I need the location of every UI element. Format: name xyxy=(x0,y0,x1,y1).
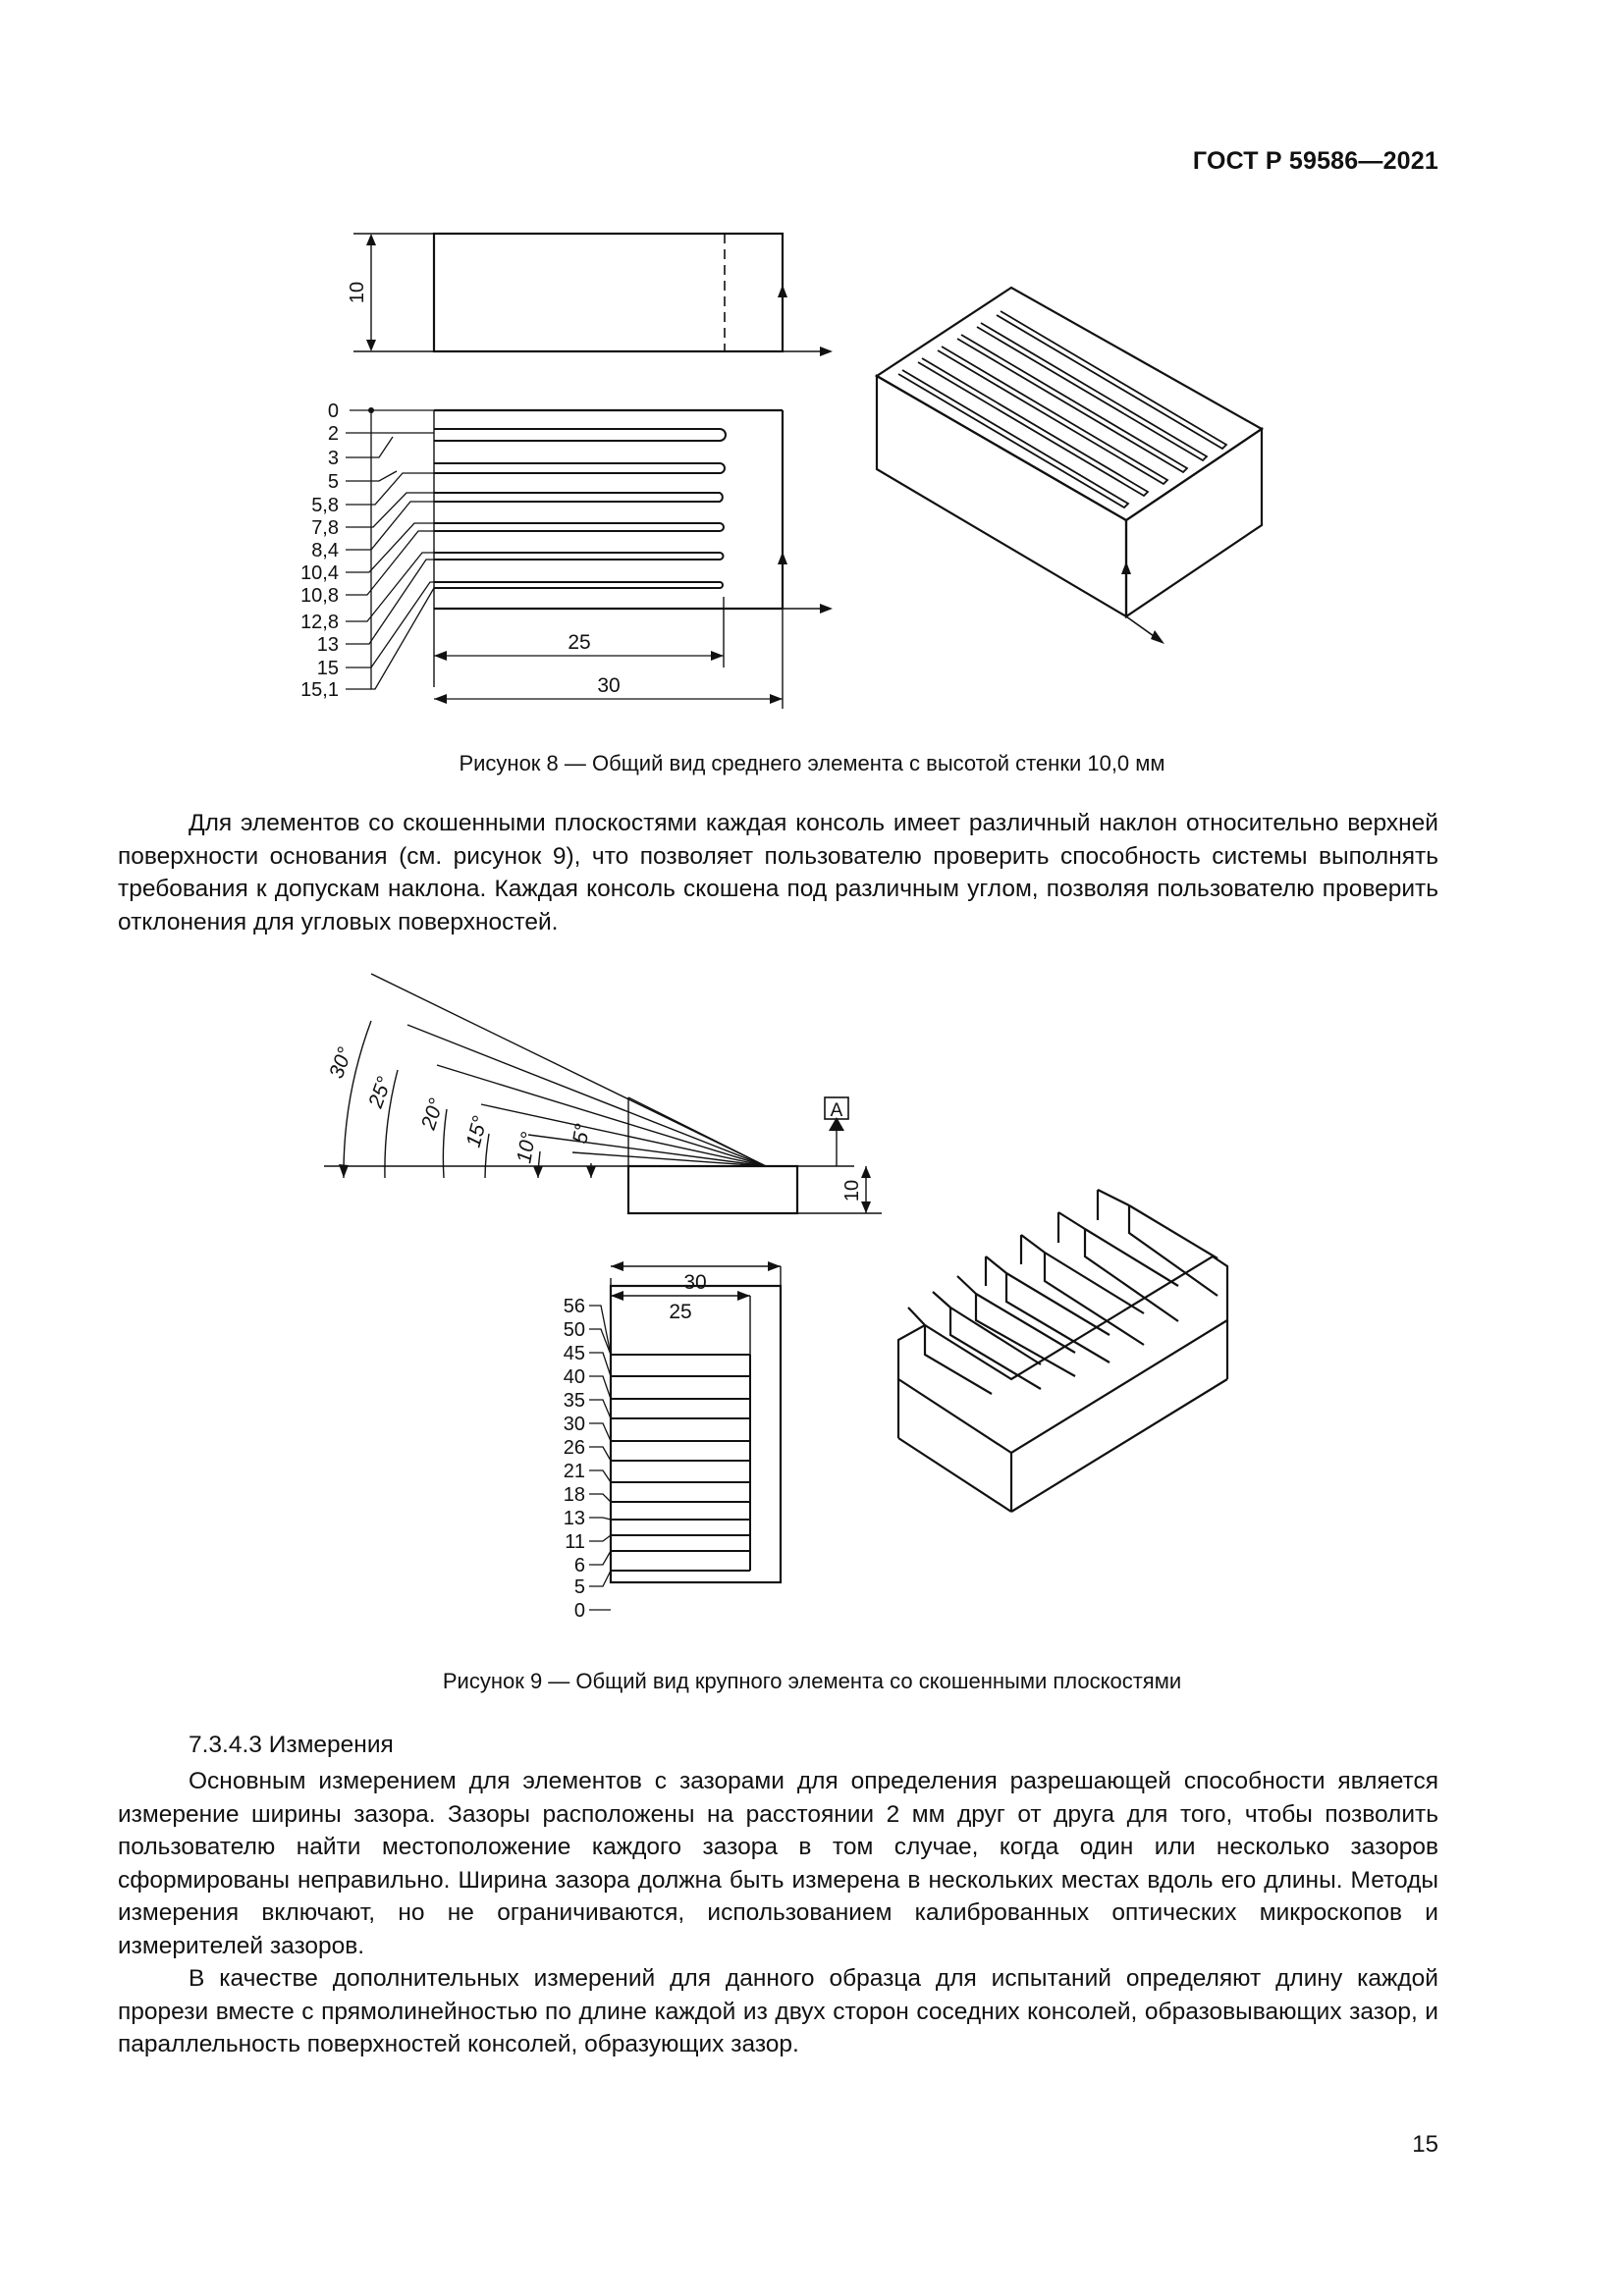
figure-9-caption: Рисунок 9 — Общий вид крупного элемента со скошенными плоскостями xyxy=(442,1669,1182,1693)
fig8-level: 3 xyxy=(327,448,339,469)
section-paragraph: Основным измерением для элементов с зазорами для определения разрешающей способности является измерение ширины зазора. Зазоры расположены на расстоянии 2 мм друг от друга для того, чтобы позволить пользователю найти местоположение каждого зазора в том случае, когда один или несколько зазоров сформированы неправильно. Ширина зазора должна быть измерена в нескольких местах вдоль его длины. Методы измерения включают, но не ограничиваются, использованием калиброванных оптических микроскопов и измерителей зазоров. xyxy=(118,1768,1438,1959)
fig9-level: 21 xyxy=(563,1461,585,1482)
fig9-level: 5 xyxy=(573,1576,585,1598)
fig9-level: 35 xyxy=(563,1390,585,1412)
fig9-angle-label: 5° xyxy=(568,1122,595,1146)
paragraph-1 xyxy=(118,807,1438,938)
fig9-base-rect xyxy=(628,1166,797,1213)
fig9-level: 56 xyxy=(563,1296,585,1317)
fig8-dim-height: 10 xyxy=(347,281,368,304)
paragraph-1-text: Для элементов со скошенными плоскостями каждая консоль имеет различный наклон относительно верхней поверхности основания (см. рисунок 9), что позволяет пользователю проверить способность системы выполнять требования к допускам наклона. Каждая консоль скошена под различным углом, позволяя пользователю проверить отклонения для угловых поверхностей. xyxy=(118,810,1438,935)
fig8-level: 15,1 xyxy=(300,679,339,701)
fig9-level: 26 xyxy=(563,1437,585,1459)
fig8-front-view xyxy=(434,234,783,351)
fig9-angle-label: 10° xyxy=(513,1130,541,1165)
fig9-level: 30 xyxy=(563,1414,585,1435)
figure-8-drawing xyxy=(0,0,1624,726)
datum-label: A xyxy=(830,1100,843,1121)
fig8-level: 5,8 xyxy=(311,495,339,516)
fig8-level: 10,8 xyxy=(300,585,339,607)
fig9-level: 40 xyxy=(563,1366,585,1388)
page-number: 15 xyxy=(1412,2131,1438,2158)
fig9-level: 11 xyxy=(565,1531,585,1553)
fig9-level: 50 xyxy=(563,1319,585,1341)
fig9-level: 0 xyxy=(573,1600,585,1622)
fig8-dim-inner: 25 xyxy=(568,631,591,654)
fig9-angle-label: 15° xyxy=(461,1113,493,1150)
figure-9-drawing xyxy=(0,942,1624,1649)
fig8-level: 15 xyxy=(316,658,339,679)
fig9-angle-label: 30° xyxy=(325,1043,357,1082)
section-body xyxy=(118,1765,1438,2061)
fig8-level: 10,4 xyxy=(300,562,339,584)
document-header: ГОСТ Р 59586—2021 xyxy=(1192,147,1438,175)
section-paragraph: В качестве дополнительных измерений для данного образца для испытаний определяют длину каждой прорези вместе с прямолинейностью по длине каждой из двух сторон соседних консолей, образовывающих зазор, и параллельность поверхностей консолей, образующих зазор. xyxy=(118,1965,1438,2057)
section-title: 7.3.4.3 Измерения xyxy=(189,1732,394,1758)
fig8-level: 0 xyxy=(327,400,339,422)
fig8-level: 8,4 xyxy=(311,540,339,561)
figure-8-caption: Рисунок 8 — Общий вид среднего элемента с высотой стенки 10,0 мм xyxy=(459,751,1165,775)
fig9-level: 45 xyxy=(563,1343,585,1364)
fig9-top-view xyxy=(611,1286,781,1582)
fig8-level: 7,8 xyxy=(311,517,339,539)
fig9-dim-outer: 30 xyxy=(683,1271,707,1294)
fig8-level: 13 xyxy=(316,634,339,656)
fig8-level: 12,8 xyxy=(300,612,339,633)
fig9-level: 6 xyxy=(573,1555,585,1576)
fig9-level: 13 xyxy=(563,1508,585,1529)
fig8-dim-outer: 30 xyxy=(597,674,621,697)
fig8-level: 2 xyxy=(327,423,339,445)
fig9-dim-inner: 25 xyxy=(669,1301,692,1323)
fig9-angle-label: 20° xyxy=(416,1095,449,1133)
fig8-level: 5 xyxy=(327,471,339,493)
fig9-angle-label: 25° xyxy=(364,1073,397,1111)
fig9-level: 18 xyxy=(563,1484,585,1506)
fig9-dim-height: 10 xyxy=(841,1179,863,1202)
